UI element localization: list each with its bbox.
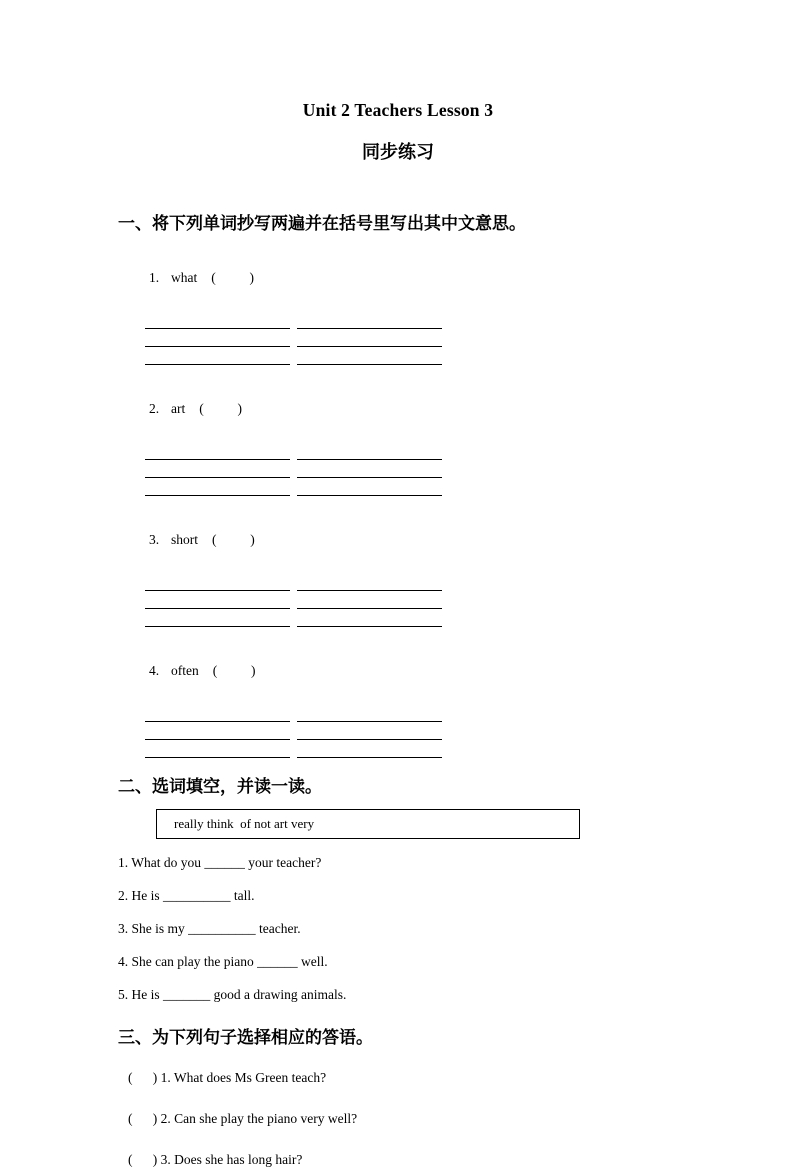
writing-line <box>145 740 290 758</box>
word-item-2-paren: ( ) <box>199 401 242 416</box>
word-item-1 <box>118 254 678 365</box>
writing-line-row <box>145 460 465 478</box>
writing-line-row <box>145 704 465 722</box>
section-2-question-5: 5. He is _______ good a drawing animals. <box>118 987 347 1002</box>
word-item-3-word: short <box>171 532 198 547</box>
writing-line <box>297 311 442 329</box>
writing-line <box>145 329 290 347</box>
section-2-question-1: 1. What do you ______ your teacher? <box>118 855 322 870</box>
writing-line-row <box>145 311 465 329</box>
writing-line <box>145 573 290 591</box>
writing-line <box>145 478 290 496</box>
writing-line <box>145 311 290 329</box>
word-bank-box <box>156 809 580 839</box>
section-1-heading: 一、将下列单词抄写两遍并在括号里写出其中文意思。 <box>118 214 526 234</box>
writing-line <box>145 591 290 609</box>
writing-line <box>297 722 442 740</box>
writing-line-row <box>145 722 465 740</box>
writing-line-row <box>145 609 465 627</box>
word-item-2-label <box>122 385 678 433</box>
word-item-2-word: art <box>171 401 186 416</box>
word-item-2-number: 2. <box>149 401 160 416</box>
writing-line <box>145 347 290 365</box>
document-content <box>118 0 678 1168</box>
word-item-1-number: 1. <box>149 270 160 285</box>
writing-line <box>297 478 442 496</box>
page-title: Unit 2 Teachers Lesson 3 <box>302 100 494 120</box>
word-item-3-number: 3. <box>149 532 160 547</box>
word-item-2-writing-lines <box>145 442 465 496</box>
writing-line-row <box>145 573 465 591</box>
section-2-question-4: 4. She can play the piano ______ well. <box>118 954 328 969</box>
writing-line <box>145 704 290 722</box>
writing-line <box>145 442 290 460</box>
section-3-item-1: ( ) 1. What does Ms Green teach? <box>128 1070 327 1085</box>
writing-line <box>297 740 442 758</box>
word-item-1-writing-lines <box>145 311 465 365</box>
writing-line <box>297 704 442 722</box>
section-3-item-2: ( ) 2. Can she play the piano very well? <box>128 1111 358 1126</box>
section-2-question-2: 2. He is __________ tall. <box>118 888 255 903</box>
writing-line <box>297 609 442 627</box>
writing-line <box>297 460 442 478</box>
word-item-4-label <box>122 647 678 695</box>
writing-line-row <box>145 591 465 609</box>
page-subtitle: 同步练习 <box>362 142 434 163</box>
writing-line <box>145 460 290 478</box>
word-item-4-word: often <box>171 663 199 678</box>
writing-line <box>297 591 442 609</box>
word-item-3-label <box>122 516 678 564</box>
word-item-2 <box>118 385 678 496</box>
word-item-4-writing-lines <box>145 704 465 758</box>
writing-line <box>297 573 442 591</box>
writing-line-row <box>145 442 465 460</box>
section-3-heading: 三、为下列句子选择相应的答语。 <box>118 1028 373 1048</box>
writing-line <box>145 609 290 627</box>
word-item-1-label <box>122 254 678 302</box>
word-item-1-word: what <box>171 270 198 285</box>
word-item-1-paren: ( ) <box>211 270 254 285</box>
section-2-question-3: 3. She is my __________ teacher. <box>118 921 301 936</box>
writing-line <box>145 722 290 740</box>
writing-line-row <box>145 329 465 347</box>
word-item-3-paren: ( ) <box>212 532 255 547</box>
word-item-4-paren: ( ) <box>212 663 256 678</box>
word-item-3 <box>118 516 678 627</box>
writing-line-row <box>145 347 465 365</box>
writing-line-row <box>145 478 465 496</box>
section-3-item-3: ( ) 3. Does she has long hair? <box>128 1152 303 1167</box>
writing-line <box>297 442 442 460</box>
word-item-4 <box>118 647 678 758</box>
writing-line-row <box>145 740 465 758</box>
section-2-heading: 二、选词填空，并读一读。 <box>118 777 322 797</box>
word-item-3-writing-lines <box>145 573 465 627</box>
word-bank-text: really think of not art very <box>174 816 315 831</box>
word-item-4-number: 4. <box>149 663 160 678</box>
writing-line <box>297 347 442 365</box>
writing-line <box>297 329 442 347</box>
